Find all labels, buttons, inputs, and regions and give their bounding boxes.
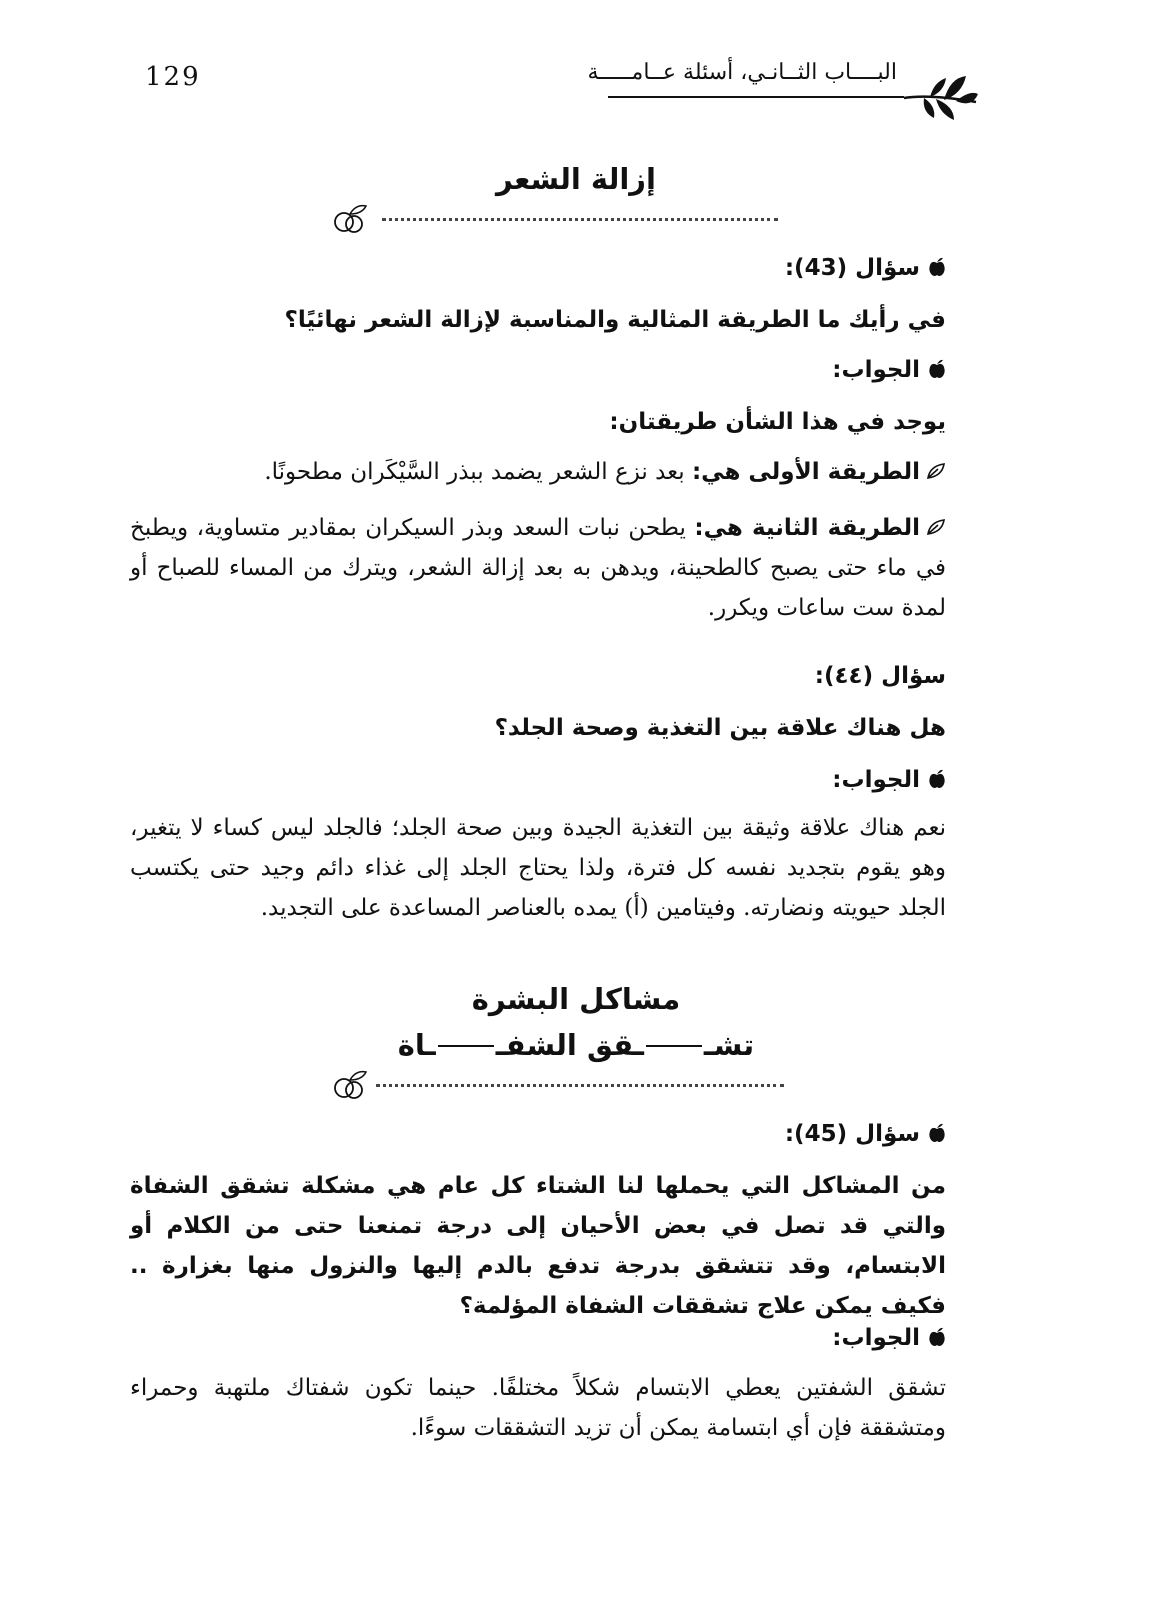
- question-45-label: [785, 1114, 946, 1154]
- question-43-text: في رأيك ما الطريقة المثالية والمناسبة لإزالة الشعر نهائيًا؟: [284, 307, 946, 333]
- answer-45-label-text: الجواب:: [832, 1325, 920, 1351]
- question-45-label-text: سؤال (45):: [784, 1121, 920, 1147]
- method-2-text: يطحن نبات السعد وبذر السيكران بمقادير متساوية، ويطبخ في ماء حتى يصبح كالطحينة، ويدهن به بعد إزالة الشعر، ويترك من المساء للصباح أو لمدة ست ساعات ويكرر.: [130, 515, 946, 621]
- fruit-ornament-icon: [330, 200, 370, 236]
- method-1-line: [264, 452, 946, 492]
- leaf-bullet-icon: [926, 518, 946, 536]
- leaf-bullet-icon: [926, 462, 946, 480]
- answer-44-label-text: الجواب:: [832, 767, 920, 793]
- question-44-label: سؤال (٤٤):: [814, 663, 946, 689]
- answer-45-label: [832, 1318, 946, 1358]
- answer-43-label: [832, 350, 946, 390]
- dotted-divider: [376, 1084, 784, 1087]
- kashida-stretch: [438, 1045, 494, 1047]
- apple-icon: [928, 769, 946, 789]
- subtitle-part-2: ـقق الشفـ: [495, 1028, 644, 1062]
- answer-43-label-text: الجواب:: [832, 357, 920, 383]
- method-1-label: الطريقة الأولى هي:: [691, 459, 920, 485]
- question-45-text: من المشاكل التي يحملها لنا الشتاء كل عام هي مشكلة تشقق الشفاة والتي قد تصل في بعض الأحيان إلى درجة تمنعنا حتى من الكلام أو الابتسام، وقد تتشقق بدرجة تدفع بالدم إليها والنزول منها بغزارة .. فكيف يمكن علاج تشققات الشفاة المؤلمة؟: [130, 1173, 946, 1319]
- page-number: 129: [145, 62, 201, 92]
- answer-44-text: نعم هناك علاقة وثيقة بين التغذية الجيدة وبين صحة الجلد؛ فالجلد ليس كساء لا يتغير، وهو يقوم بتجديد نفسه كل فترة، ولذا يحتاج الجلد إلى غذاء دائم وجيد حتى يكتسب الجلد حيويته ونضارته. وفيتامين (أ) يمده بالعناصر المساعدة على التجديد.: [130, 815, 946, 921]
- kashida-stretch: [646, 1045, 702, 1047]
- method-1-text: بعد نزع الشعر يضمد ببذر السَّيْكَران مطحونًا.: [264, 459, 685, 485]
- apple-icon: [928, 1123, 946, 1143]
- answer-45-text: تشقق الشفتين يعطي الابتسام شكلاً مختلفًا. حينما تكون شفتاك ملتهبة وحمراء ومتشققة فإن أي ابتسامة يمكن أن تزيد التشققات سوءًا.: [130, 1375, 946, 1441]
- question-43-label-text: سؤال (43):: [784, 255, 920, 281]
- header-rule: [608, 96, 904, 98]
- apple-icon: [928, 1327, 946, 1347]
- subtitle-part-3: ـاة: [397, 1028, 436, 1062]
- answer-43-intro: يوجد في هذا الشأن طريقتان:: [609, 409, 946, 435]
- question-44-text: هل هناك علاقة بين التغذية وصحة الجلد؟: [494, 715, 946, 741]
- leaf-ornament-icon: [900, 68, 980, 128]
- answer-44-label: [832, 760, 946, 800]
- method-2-label: الطريقة الثانية هي:: [694, 515, 920, 541]
- fruit-ornament-icon: [330, 1066, 370, 1102]
- dotted-divider: [382, 218, 778, 221]
- question-43-label: [785, 248, 946, 288]
- section-title-hair-removal: إزالة الشعر: [496, 162, 656, 196]
- running-title: البــــاب الثــانـي، أسئلة عــامـــــة: [587, 60, 897, 85]
- apple-icon: [928, 257, 946, 277]
- subsection-title-chapped-lips: [0, 1028, 1152, 1062]
- subtitle-part-1: تشـ: [703, 1028, 755, 1062]
- apple-icon: [928, 359, 946, 379]
- method-2-paragraph: [130, 508, 946, 628]
- section-title-skin-problems: مشاكل البشرة: [471, 982, 681, 1016]
